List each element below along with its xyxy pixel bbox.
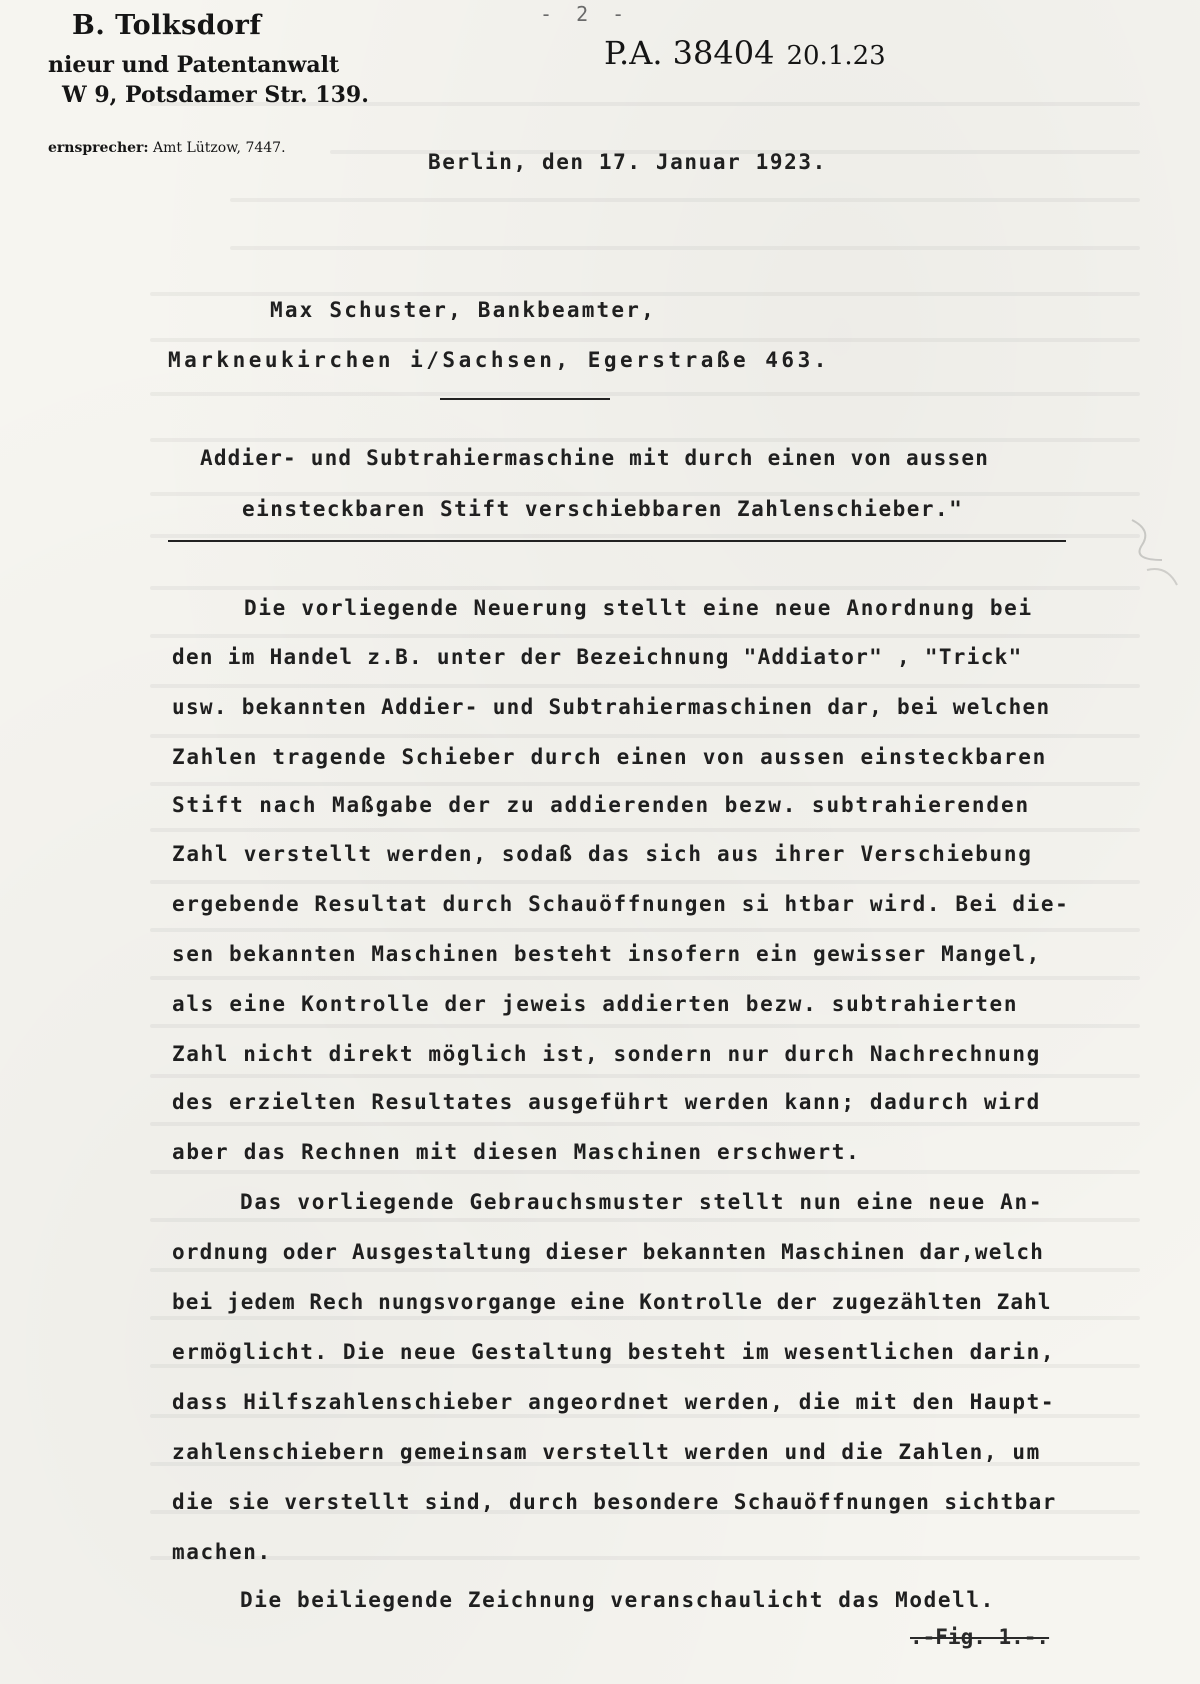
phone-label: ernsprecher: [48,140,149,156]
bleed-through-line [230,198,1140,202]
paragraph-line: dass Hilfszahlenschieber angeordnet werden, die mit den Haupt- [172,1390,1056,1414]
bleed-through-line [150,1024,1140,1028]
paragraph-3: Die beiliegende Zeichnung veranschaulicht das Modell. [240,1588,995,1612]
bleed-through-line [150,880,1140,884]
applicant-line-1: Max Schuster, Bankbeamter, [270,298,656,322]
bleed-through-line [150,1218,1140,1222]
paragraph-line: ermöglicht. Die neue Gestaltung besteht im wesentlichen darin, [172,1340,1056,1364]
page-number: - 2 - [540,2,631,26]
bleed-through-line [150,1316,1140,1320]
applicant-line-2: Markneukirchen i/Sachsen, Egerstraße 463. [168,348,830,372]
figure-label: .-Fig. 1.-. [910,1625,1050,1649]
reference-date: 20.1.23 [786,41,886,71]
paragraph-line: zahlenschiebern gemeinsam verstellt werden und die Zahlen, um [172,1440,1041,1464]
paragraph-line: die sie verstellt sind, durch besondere Schauöffnungen sichtbar [172,1490,1057,1514]
paragraph-line: Stift nach Maßgabe der zu addierenden bezw. subtrahierenden [172,793,1031,817]
paragraph-line: machen. [172,1540,272,1564]
long-divider [168,540,1066,542]
applicant-address-line [168,348,830,372]
bleed-through-line [150,734,1140,738]
paragraph-line: usw. bekannten Addier- und Subtrahiermaschinen dar, bei welchen [172,695,1051,719]
paragraph-line: Das vorliegende Gebrauchsmuster stellt nun eine neue An- [240,1190,1044,1214]
bleed-through-line [150,1556,1140,1560]
bleed-through-line [150,438,1140,442]
paragraph-line: als eine Kontrolle der jeweis addierten bezw. subtrahierten [172,992,1019,1016]
reference-stamp [604,34,886,72]
bleed-through-line [150,782,1140,786]
bleed-through-line [150,392,1140,396]
letterhead-address: W 9, Potsdamer Str. 139. [62,82,369,108]
letterhead-phone [48,140,286,156]
bleed-through-line [150,1074,1140,1078]
paragraph-line: den im Handel z.B. unter der Bezeichnung "Addiator" , "Trick" [172,645,1023,669]
paragraph-line: sen bekannten Maschinen besteht insofern ein gewisser Mangel, [172,942,1041,966]
bleed-through-line [150,828,1140,832]
figure-reference [910,1625,1049,1649]
paragraph-line: Die vorliegende Neuerung stellt eine neue Anordnung bei [244,596,1033,620]
bleed-through-line [150,1170,1140,1174]
bleed-through-line [150,534,1140,538]
bleed-through-line [150,976,1140,980]
bleed-through-line [150,1414,1140,1418]
paragraph-line: bei jedem Rech nungsvorgange eine Kontrolle der zugezählten Zahl [172,1290,1052,1314]
bleed-through-line [150,1268,1140,1272]
bleed-through-line [150,684,1140,688]
bleed-through-line [150,586,1140,590]
paragraph-line: ordnung oder Ausgestaltung dieser bekannten Maschinen dar,welch [172,1240,1045,1264]
bleed-through-line [150,1364,1140,1368]
reference-number: P.A. 38404 [604,34,775,72]
bleed-through-line [150,634,1140,638]
phone-value: Amt Lützow, 7447. [153,140,286,156]
invention-title-line-2: einsteckbaren Stift verschiebbaren Zahlenschieber." [242,497,964,521]
bleed-through-line [150,928,1140,932]
invention-title-line-1: Addier- und Subtrahiermaschine mit durch einen von aussen [200,446,990,470]
short-divider [440,398,610,400]
paragraph-line: Zahl nicht direkt möglich ist, sondern nur durch Nachrechnung [172,1042,1041,1066]
letterhead-title: nieur und Patentanwalt [48,52,340,78]
place-date: Berlin, den 17. Januar 1923. [428,150,827,174]
paragraph-line: des erzielten Resultates ausgeführt werden kann; dadurch wird [172,1090,1041,1114]
bleed-through-line [150,292,1140,296]
bleed-through-line [230,246,1140,250]
bleed-through-line [150,492,1140,496]
bleed-through-line [150,1122,1140,1126]
paragraph-line: Zahl verstellt werden, sodaß das sich aus ihrer Verschiebung [172,842,1033,866]
margin-scribble-icon [1122,510,1192,600]
bleed-through-line [150,338,1140,342]
paragraph-line: aber das Rechnen mit diesen Maschinen erschwert. [172,1140,861,1164]
paragraph-line: Zahlen tragende Schieber durch einen von aussen einsteckbaren [172,745,1047,769]
paragraph-line: ergebende Resultat durch Schauöffnungen si htbar wird. Bei die- [172,892,1070,916]
applicant-name-line [270,298,656,322]
letterhead-name: B. Tolksdorf [72,10,262,41]
